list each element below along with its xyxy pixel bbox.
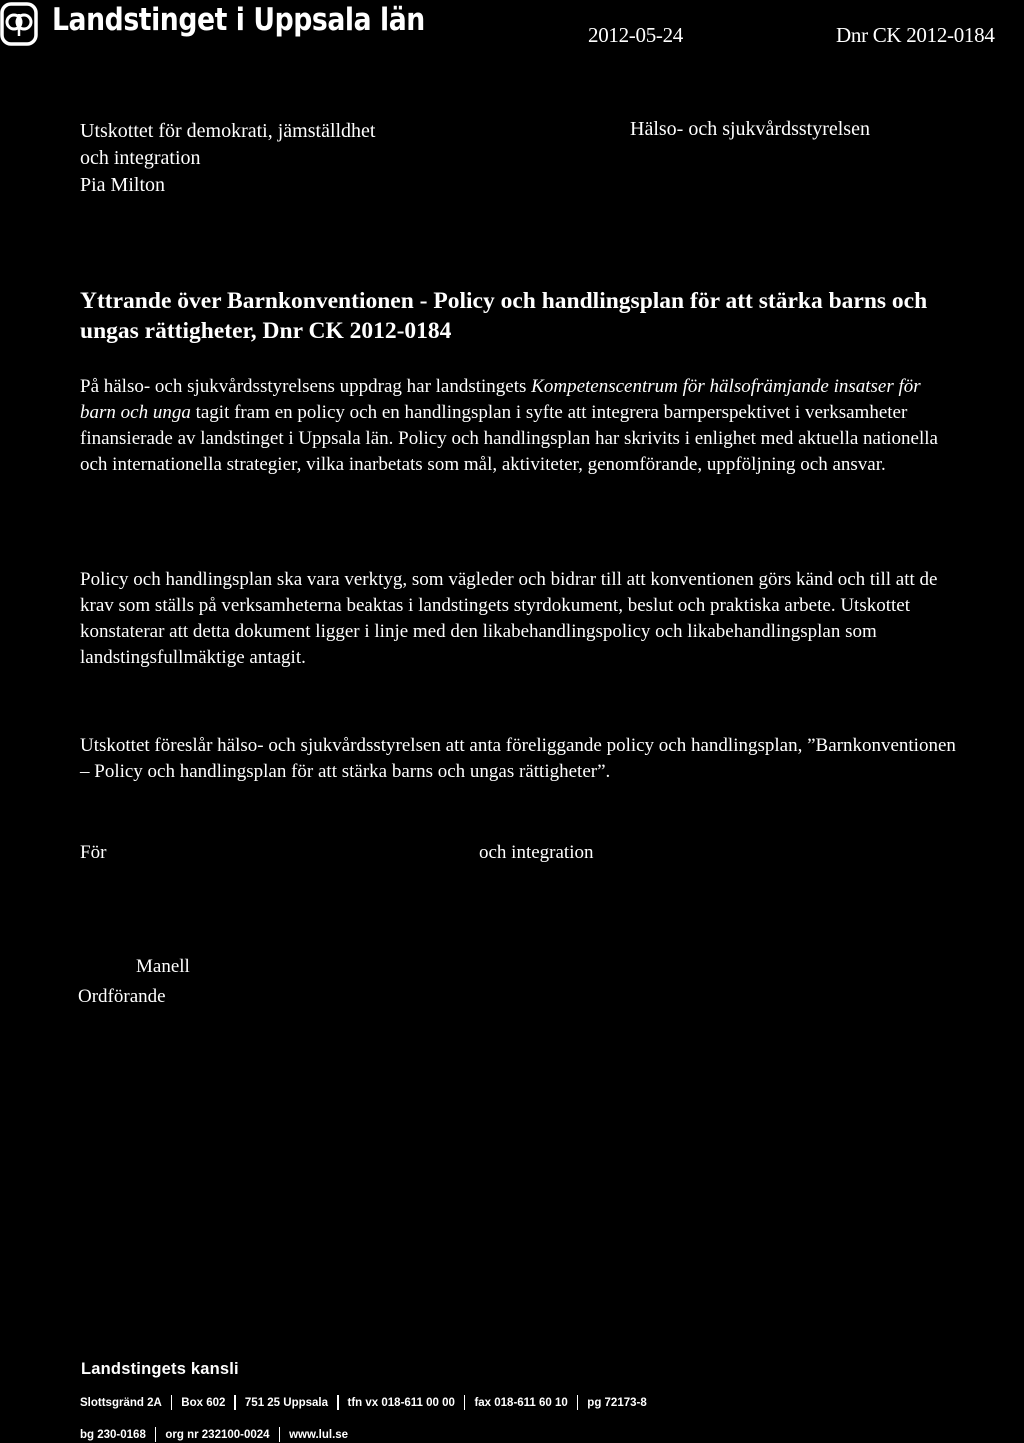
document-title: Yttrande över Barnkonventionen - Policy och handlingsplan för att stärka barns och ungas rättigheter, Dnr CK 2012-0184 — [80, 288, 928, 344]
footer-contact-line-1 — [80, 1395, 647, 1410]
footer-postal: 751 25 Uppsala — [244, 1396, 329, 1409]
footer-fax: fax 018-611 60 10 — [474, 1396, 568, 1409]
footer-contact-line-2 — [80, 1427, 348, 1442]
body-paragraph-2: Policy och handlingsplan ska vara verktyg, som vägleder och bidrar till att konventionen görs känd och till att de krav som ställs på verksamheterna beaktas i landstingets styrdokument, beslut och praktiska arbete. Utskottet konstaterar att detta dokument ligger i linje med den likabehandlingspolicy och likabehandlingsplan som landstingsfullmäktige antagit. — [80, 569, 938, 668]
footer-phone: tfn vx 018-611 00 00 — [347, 1396, 455, 1409]
p1-italic: Kompetenscentrum för hälsofrämjande insatser för barn och unga — [80, 376, 921, 423]
recipient: Hälso- och sjukvårdsstyrelsen — [630, 118, 870, 140]
sender-line-2: och integration — [80, 147, 201, 169]
footer-bg: bg 230-0168 — [80, 1428, 146, 1441]
footer-separator — [155, 1427, 157, 1442]
body-paragraph-1 — [80, 374, 960, 478]
footer-separator — [337, 1395, 339, 1410]
p1-end: tagit fram en policy och en handlingsplan i syfte att integrera barnperspektivet i verksamheter finansierade av landstinget i Uppsala län. Policy och handlingsplan har skrivits i enlighet med aktuella nationella och internationella strategier, vilka inarbetats som mål, aktiviteter, genomförande, uppföljning och ansvar. — [80, 402, 938, 475]
footer-pg: pg 72173-8 — [587, 1396, 647, 1409]
footer-separator — [234, 1395, 236, 1410]
p1-start: På hälso- och sjukvårdsstyrelsens uppdrag har landstingets — [80, 376, 532, 397]
sender-line-1: Utskottet för demokrati, jämställdhet — [80, 120, 376, 142]
footer-separator — [279, 1427, 281, 1442]
footer-separator — [171, 1395, 173, 1410]
footer-separator — [577, 1395, 579, 1410]
closing-prefix: För — [80, 842, 107, 863]
landstinget-logo-icon — [0, 2, 38, 46]
document-date: 2012-05-24 — [588, 23, 683, 47]
closing-suffix: och integration — [479, 842, 594, 863]
signatory-name: Manell — [136, 956, 190, 977]
organization-name: Landstinget i Uppsala län — [52, 2, 425, 38]
signatory-role: Ordförande — [78, 986, 166, 1007]
sender-line-3: Pia Milton — [80, 174, 166, 196]
sender-block — [80, 118, 376, 199]
footer-address: Slottsgränd 2A — [80, 1396, 162, 1409]
document-number: Dnr CK 2012-0184 — [836, 23, 995, 47]
footer-separator — [464, 1395, 466, 1410]
body-paragraph-3: Utskottet föreslår hälso- och sjukvårdsstyrelsen att anta föreliggande policy och handlingsplan, ”Barnkonventionen – Policy och handlingsplan för att stärka barns och ungas rättigheter”. — [80, 735, 956, 782]
footer-title: Landstingets kansli — [81, 1360, 239, 1378]
footer-org-nr: org nr 232100-0024 — [165, 1428, 270, 1441]
footer-website-link[interactable]: www.lul.se — [289, 1428, 349, 1441]
footer-box: Box 602 — [181, 1396, 226, 1409]
